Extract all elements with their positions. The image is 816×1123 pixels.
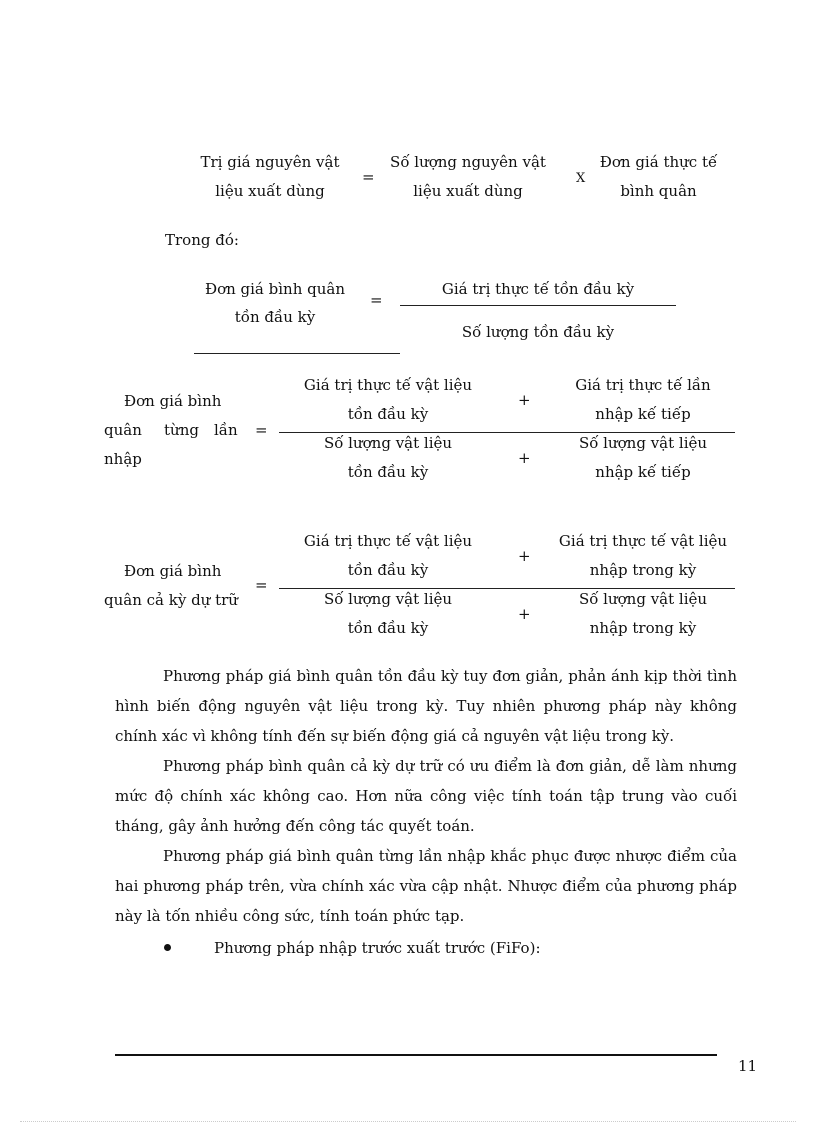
formula3-num-left-line2: tồn đầu kỳ	[347, 405, 429, 423]
formula1-lhs-line2: liệu xuất dùng	[215, 182, 325, 200]
formula4-num-right-line1: Giá trị thực tế vật liệu	[558, 532, 728, 550]
formula1-factor2-line2: bình quân	[620, 182, 697, 200]
formula3-num-right-line2: nhập kế tiếp	[595, 405, 691, 423]
formula3-den-left-line2: tồn đầu kỳ	[347, 463, 429, 481]
formula4-num-left-line2: tồn đầu kỳ	[347, 561, 429, 579]
formula1-lhs-line1: Trị giá nguyên vật	[200, 153, 340, 171]
formula2-lhs-line1: Đơn giá bình quân	[204, 280, 346, 298]
bullet-dot-icon	[164, 944, 171, 951]
paragraph-3	[115, 841, 737, 931]
formula4-den-left-line2: tồn đầu kỳ	[347, 619, 429, 637]
formula4-den-right-line1: Số lượng vật liệu	[578, 590, 708, 608]
formula4-equals: =	[255, 576, 268, 594]
formula3-num-left-line1: Giá trị thực tế vật liệu	[303, 376, 473, 394]
formula3-lhs-word-lan: lần	[214, 421, 238, 439]
page-bottom-border	[20, 1121, 796, 1122]
formula4-lhs-line2: quân cả kỳ dự trữ	[104, 591, 238, 609]
formula3-lhs-line1: Đơn giá bình	[124, 392, 222, 410]
paragraph-2-text: Phương pháp bình quân cả kỳ dự trữ có ưu điểm là đơn giản, dễ làm nhưng mức độ chính xác không cao. Hơn nữa công việc tính toán tập trung vào cuối tháng, gây ảnh hưởng đến công tác quyết toán.	[115, 757, 737, 835]
paragraph-3-text: Phương pháp giá bình quân từng lần nhập khắc phục được nhược điểm của hai phương pháp trên, vừa chính xác vừa cập nhật. Nhược điểm của phương pháp này là tốn nhiều công sức, tính toán phức tạp.	[115, 847, 737, 925]
formula1-factor1-line2: liệu xuất dùng	[413, 182, 523, 200]
formula4-num-right-line2: nhập trong kỳ	[589, 561, 697, 579]
formula3-lhs-line3: nhập	[104, 450, 142, 468]
where-label: Trong đó:	[165, 231, 239, 249]
formula1-factor1-line1: Số lượng nguyên vật	[390, 153, 546, 171]
formula2-lhs-line2: tồn đầu kỳ	[234, 308, 316, 326]
paragraph-1	[115, 661, 737, 751]
formula3-den-left-line1: Số lượng vật liệu	[323, 434, 453, 452]
formula2-numerator: Giá trị thực tế tồn đầu kỳ	[441, 280, 635, 298]
formula3-den-plus: +	[518, 449, 531, 467]
formula3-num-plus: +	[518, 391, 531, 409]
formula3-den-right-line1: Số lượng vật liệu	[578, 434, 708, 452]
formula4-den-plus: +	[518, 605, 531, 623]
paragraph-2	[115, 751, 737, 841]
formula1-factor2-line1: Đơn giá thực tế	[599, 153, 718, 171]
footer-rule	[115, 1054, 717, 1056]
formula3-num-right-line1: Giá trị thực tế lần	[575, 376, 711, 394]
formula2-underline	[194, 353, 400, 354]
formula3-den-right-line2: nhập kế tiếp	[595, 463, 691, 481]
formula4-lhs-line1: Đơn giá bình	[124, 562, 222, 580]
formula2-denominator: Số lượng tồn đầu kỳ	[461, 323, 615, 341]
formula4-den-right-line2: nhập trong kỳ	[589, 619, 697, 637]
page-number: 11	[738, 1057, 758, 1075]
formula3-equals: =	[255, 421, 268, 439]
paragraph-1-text: Phương pháp giá bình quân tồn đầu kỳ tuy đơn giản, phản ánh kịp thời tình hình biến động nguyên vật liệu trong kỳ. Tuy nhiên phương pháp này không chính xác vì không tính đến sự biến động giá cả nguyên vật liệu trong kỳ.	[115, 667, 737, 745]
formula4-den-left-line1: Số lượng vật liệu	[323, 590, 453, 608]
formula1-times: X	[576, 171, 586, 186]
formula2-equals: =	[370, 291, 383, 309]
formula4-num-plus: +	[518, 547, 531, 565]
formula1-equals: =	[362, 168, 375, 186]
bullet-text: Phương pháp nhập trước xuất trước (FiFo):	[214, 939, 541, 957]
formula4-num-left-line1: Giá trị thực tế vật liệu	[303, 532, 473, 550]
formula2-fraction-bar	[400, 305, 676, 306]
formula3-lhs-word-quan: quân	[104, 421, 142, 439]
formula3-lhs-word-tung: từng	[164, 421, 199, 439]
